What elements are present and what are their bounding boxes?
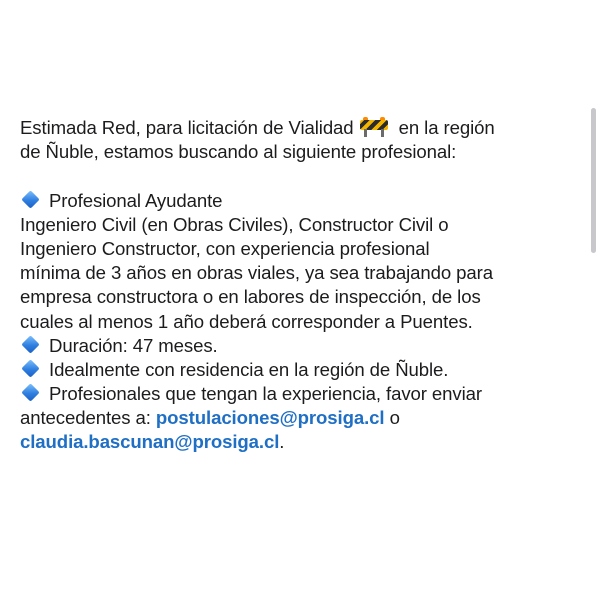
- intro-text-cont: en la región: [393, 117, 495, 138]
- email-link-postulaciones[interactable]: postulaciones@prosiga.cl: [155, 407, 385, 429]
- construction-barrier-icon: [360, 117, 388, 137]
- contact-line-1: [20, 406, 585, 430]
- intro-line-2: de Ñuble, estamos buscando al siguiente profesional:: [20, 141, 457, 163]
- apply-line: [20, 382, 585, 406]
- contact-connector: o: [384, 407, 400, 429]
- blue-diamond-icon: [21, 359, 39, 377]
- blue-diamond-icon: [21, 383, 39, 401]
- contact-end: .: [279, 431, 285, 453]
- intro-text: Estimada Red, para licitación de Vialidad: [20, 117, 354, 138]
- role-desc-line: empresa constructora o en labores de inspección, de los: [20, 286, 481, 308]
- residence-line: [20, 358, 585, 382]
- role-desc-line: Ingeniero Civil (en Obras Civiles), Constructor Civil o: [20, 213, 449, 235]
- role-title: Profesional Ayudante: [49, 189, 223, 211]
- spacer: [20, 164, 585, 188]
- contact-prefix: antecedentes a:: [20, 407, 156, 429]
- residence-text: Idealmente con residencia en la región de Ñuble.: [49, 358, 449, 380]
- role-desc-line: cuales al menos 1 año deberá corresponder a Puentes.: [20, 310, 473, 332]
- role-desc-line: mínima de 3 años en obras viales, ya sea trabajando para: [20, 262, 493, 284]
- contact-line-2: [20, 430, 585, 454]
- email-link-claudia[interactable]: claudia.bascunan@prosiga.cl: [20, 431, 280, 453]
- role-desc-line: Ingeniero Constructor, con experiencia profesional: [20, 237, 430, 259]
- blue-diamond-icon: [21, 335, 39, 353]
- intro-line-1: [20, 116, 585, 140]
- role-title-line: [20, 189, 585, 213]
- blue-diamond-icon: [21, 190, 39, 208]
- duration-line: [20, 334, 585, 358]
- message-body: [20, 116, 585, 455]
- duration-text: Duración: 47 meses.: [49, 334, 218, 356]
- scrollbar[interactable]: [591, 108, 596, 253]
- apply-text: Profesionales que tengan la experiencia, favor enviar: [49, 383, 482, 405]
